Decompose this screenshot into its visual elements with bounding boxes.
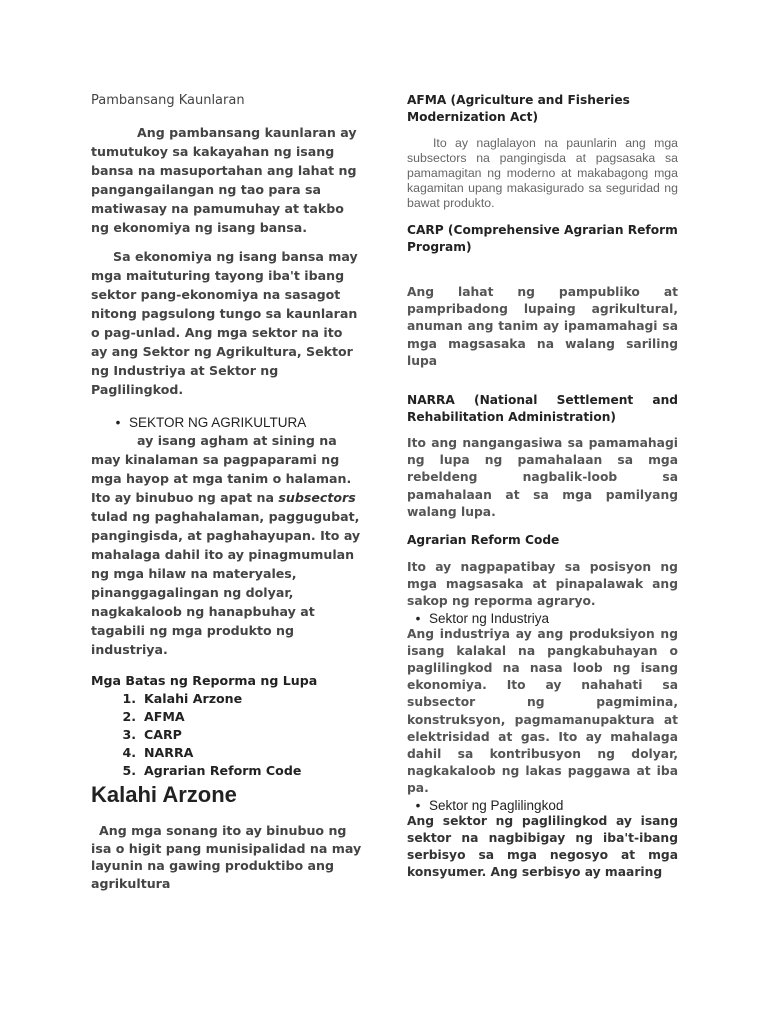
- agrarian-reform-code-title: Agrarian Reform Code: [407, 533, 560, 548]
- batas-list: [91, 690, 363, 780]
- paragraph-narra: Ito ang nangangasiwa sa pamamahagi ng lupa ng pamahalaan sa mga rebeldeng nagbalik-loob sa pamahalaan at sa mga pamilyang walang lupa.: [407, 436, 678, 519]
- paragraph-agrikultura: [91, 431, 363, 659]
- bullet-dot-icon: •: [115, 415, 121, 430]
- agri-text-a: ay isang agham at sining na may kinalaman sa pagpaparami ng mga hayop at mga tanim o halaman. Ito ay binubuo ng apat na: [91, 433, 352, 505]
- right-column: [407, 92, 678, 881]
- bullet-sektor-agrikultura: [107, 415, 363, 430]
- list-item: 1. Kalahi Arzone: [122, 691, 243, 706]
- kalahi-heading: Kalahi Arzone: [91, 782, 237, 807]
- afma-title: AFMA (Agriculture and Fisheries Modernization Act): [407, 93, 630, 124]
- paragraph-kalahi: Ang mga sonang ito ay binubuo ng isa o higit pang munisipalidad na may layunin na gawing produktibo ang agrikultura: [91, 823, 362, 891]
- agri-text-b: tulad ng paghahalaman, paggugubat, pangingisda, at paghahayupan. Ito ay mahalaga dahil ito ay pinagmumulan ng mga hilaw na materyales, pinanggagalingan ng dolyar, nagkakaloob ng hanapbuhay at tagabili ng mga produkto ng industriya.: [91, 509, 361, 657]
- section-title-pambansang-kaunlaran: Pambansang Kaunlaran: [91, 93, 245, 108]
- paragraph-agrarian-reform-code: Ito ay nagpapatibay sa posisyon ng mga magsasaka at pinapalawak ang sakop ng reporma agraryo.: [407, 560, 678, 609]
- paragraph-carp: Ang lahat ng pampubliko at pampribadong lupaing agrikultural, anuman ang tanim ay ipamamahagi sa mga magsasaka na walang sariling lupa: [407, 285, 678, 368]
- bullet-sektor-paglilingkod: [407, 798, 678, 813]
- bullet-label: Sektor ng Paglilingkod: [429, 797, 564, 813]
- bullet-sektor-industriya: [407, 611, 678, 626]
- narra-title: NARRA (National Settlement and Rehabilitation Administration): [407, 393, 678, 425]
- bullet-dot-icon: •: [415, 610, 421, 626]
- list-item: 2. AFMA: [122, 709, 185, 724]
- carp-title: CARP (Comprehensive Agrarian Reform Program): [407, 223, 678, 254]
- paragraph-ekonomiya: Sa ekonomiya ng isang bansa may mga maituturing tayong iba't ibang sektor pang-ekonomiya na sasagot nitong pagsulong tungo sa kaunlaran o pag-unlad. Ang mga sektor na ito ay ang Sektor ng Agrikultura, Sektor ng Industriya at Sektor ng Paglilingkod.: [91, 249, 358, 397]
- bullet-label: Sektor ng Industriya: [429, 610, 550, 626]
- list-item: 3. CARP: [122, 727, 182, 742]
- bullet-label: SEKTOR NG AGRIKULTURA: [129, 415, 307, 430]
- batas-title: Mga Batas ng Reporma ng Lupa: [91, 673, 318, 688]
- paragraph-paglilingkod: Ang sektor ng paglilingkod ay isang sektor na nagbibigay ng iba't-ibang serbisyo sa mga negosyo at mga konsyumer. Ang serbisyo ay maaring: [407, 813, 678, 880]
- list-item: 5. Agrarian Reform Code: [122, 763, 302, 778]
- agri-text-emphasis: subsectors: [278, 490, 356, 505]
- paragraph-industriya: Ang industriya ay ang produksiyon ng isang kalakal na pangkabuhayan o paglilingkod na nasa loob ng isang ekonomiya. Ito ay nahahati sa subsector ng pagmimina, konstruksyon, pagmamanupaktura at elektrisidad at gas. Ito ay mahalaga dahil sa kontribusyon ng dolyar, nagkakaloob ng lakas paggawa at iba pa.: [407, 626, 678, 796]
- left-column: [91, 92, 363, 892]
- paragraph-afma: Ito ay naglalayon na paunlarin ang mga subsectors na pangingisda at pagsasaka sa pamamagitan ng moderno at makabagong mga kagamitan upang makasigurado sa seguridad ng bawat produkto.: [407, 136, 678, 210]
- list-item: 4. NARRA: [122, 745, 194, 760]
- paragraph-kaunlaran: Ang pambansang kaunlaran ay tumutukoy sa kakayahan ng isang bansa na masuportahan ang lahat ng pangangailangan ng tao para sa matiwasay na pamumuhay at takbo ng ekonomiya ng isang bansa.: [91, 125, 357, 235]
- bullet-dot-icon: •: [415, 797, 421, 813]
